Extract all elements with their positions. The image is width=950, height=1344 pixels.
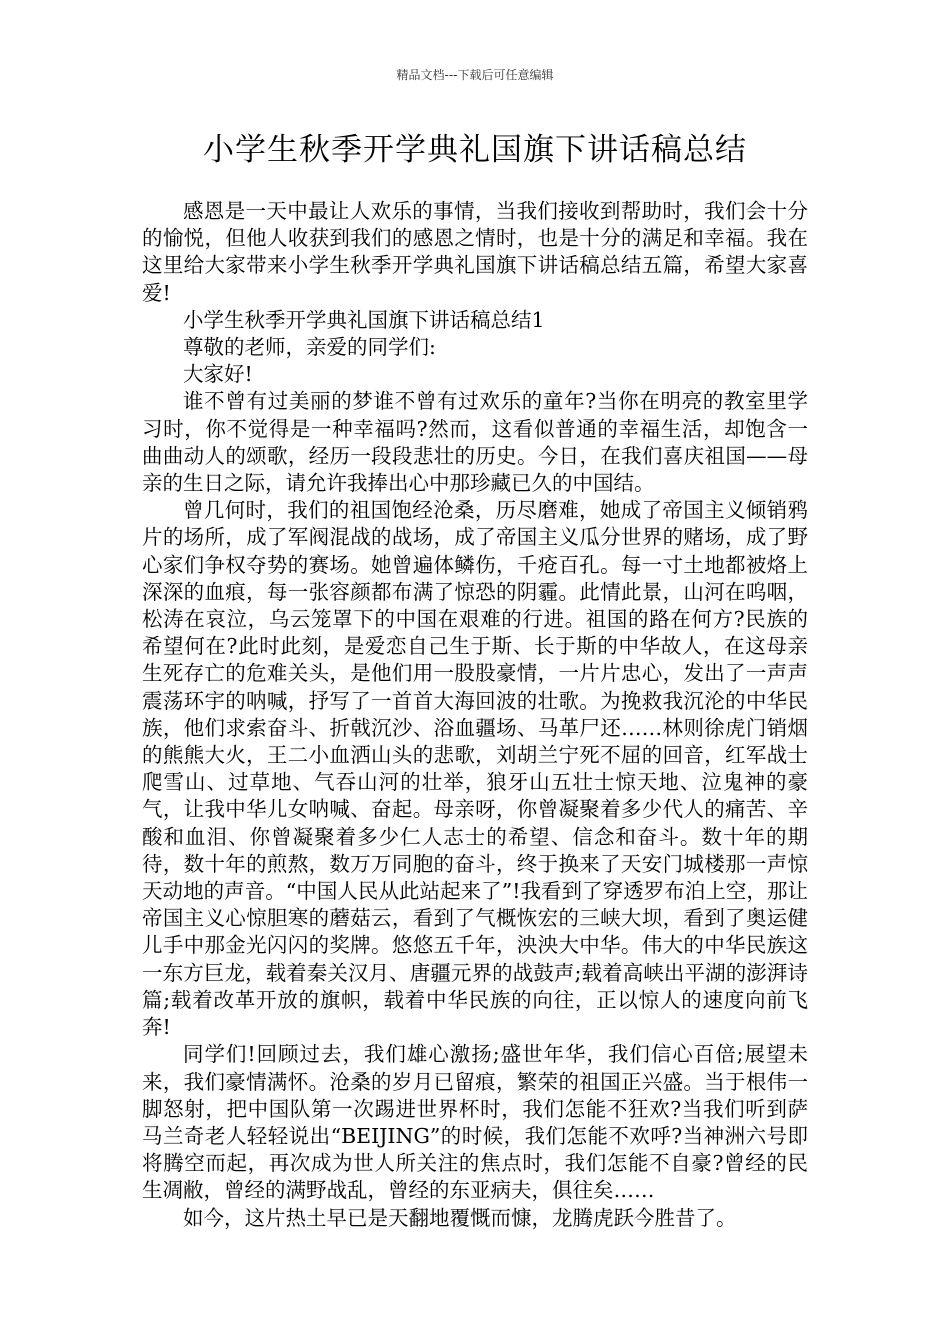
intro-paragraph: 感恩是一天中最让人欢乐的事情，当我们接收到帮助时，我们会十分的愉悦，但他人收获到我们的感恩之情时，也是十分的满足和幸福。我在这里给大家带来小学生秋季开学典礼国旗下讲话稿总结五篇，希望大家喜爱!	[142, 199, 808, 305]
body-paragraph: 谁不曾有过美丽的梦谁不曾有过欢乐的童年?当你在明亮的教室里学习时，你不觉得是一种幸福吗?然而，这看似普通的幸福生活，却饱含一曲曲动人的颂歌，经历一段段悲壮的历史。今日，在我们喜庆祖国——母亲的生日之际，请允许我捧出心中那珍藏已久的中国结。	[142, 389, 808, 496]
document-title: 小学生秋季开学典礼国旗下讲话稿总结	[203, 132, 747, 168]
salutation: 尊敬的老师，亲爱的同学们:	[183, 335, 436, 360]
greeting: 大家好!	[183, 362, 253, 387]
section-heading: 小学生秋季开学典礼国旗下讲话稿总结1	[183, 307, 545, 332]
body-paragraph: 同学们!回顾过去，我们雄心激扬;盛世年华，我们信心百倍;展望未来，我们豪情满怀。沧桑的岁月已留痕，繁荣的祖国正兴盛。当于根伟一脚怒射，把中国队第一次踢进世界杯时，我们怎能不狂欢?当我们听到萨马兰奇老人轻轻说出“BEIJING”的时候，我们怎能不欢呼?当神洲六号即将腾空而起，再次成为世人所关注的焦点时，我们怎能不自豪?曾经的民生凋敝，曾经的满野战乱，曾经的东亚病夫，俱往矣……	[142, 1042, 808, 1203]
body-paragraph: 曾几何时，我们的祖国饱经沧桑，历尽磨难，她成了帝国主义倾销鸦片的场所，成了军阀混战的战场，成了帝国主义瓜分世界的赌场，成了野心家们争权夺势的赛场。她曾遍体鳞伤，千疮百孔。每一寸土地都被烙上深深的血痕，每一张容颜都布满了惊恐的阴霾。此情此景，山河在呜咽，松涛在哀泣，乌云笼罩下的中国在艰难的行进。祖国的路在何方?民族的希望何在?此时此刻，是爱恋自己生于斯、长于斯的中华故人，在这母亲生死存亡的危难关头，是他们用一股股豪情，一片片忠心，发出了一声声震荡环宇的呐喊，抒写了一首首大海回波的壮歌。为挽救我沉沦的中华民族，他们求索奋斗、折戟沉沙、浴血疆场、马革尸还……林则徐虎门销烟的熊熊大火，王二小血洒山头的悲歌，刘胡兰宁死不屈的回音，红军战士爬雪山、过草地、气吞山河的壮举，狼牙山五壮士惊天地、泣鬼神的豪气，让我中华儿女呐喊、奋起。母亲呀，你曾凝聚着多少代人的痛苦、辛酸和血泪、你曾凝聚着多少仁人志士的希望、信念和奋斗。数十年的期待，数十年的煎熬，数万万同胞的奋斗，终于换来了天安门城楼那一声惊天动地的声音。“中国人民从此站起来了”!我看到了穿透罗布泊上空，那让帝国主义心惊胆寒的蘑菇云，看到了气概恢宏的三峡大坝，看到了奥运健儿手中那金光闪闪的奖牌。悠悠五千年，泱泱大中华。伟大的中华民族这一东方巨龙，载着秦关汉月、唐疆元界的战鼓声;载着高峡出平湖的澎湃诗篇;载着改革开放的旗帜，载着中华民族的向往，正以惊人的速度向前飞奔!	[142, 498, 808, 1040]
page-header-note: 精品文档---下载后可任意编辑	[396, 68, 554, 82]
document-body	[142, 198, 808, 1232]
body-paragraph: 如今，这片热土早已是天翻地覆慨而慷，龙腾虎跃今胜昔了。	[183, 1205, 737, 1230]
